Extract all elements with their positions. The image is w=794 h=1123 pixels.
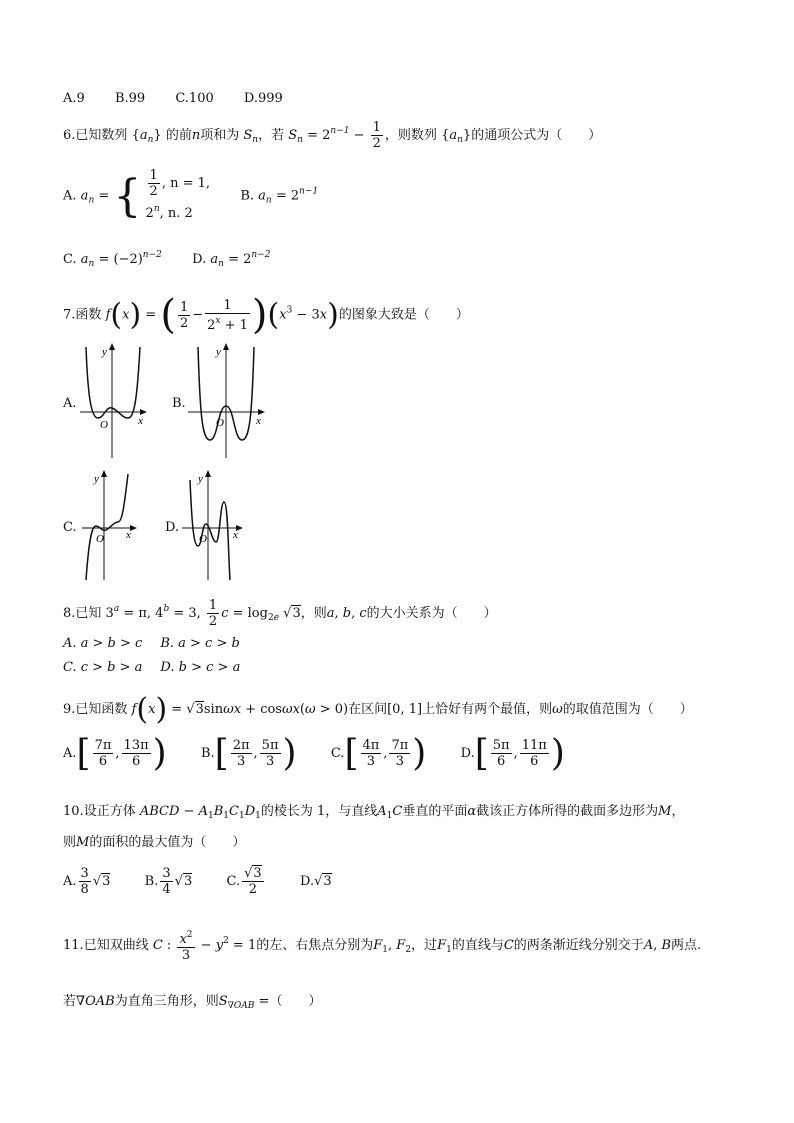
- q6-options-row2: C. $a_n = (-2)^{n-2}$ D. $a_n = 2^{n-2}$: [63, 250, 271, 269]
- q5-options: [63, 91, 283, 106]
- q8-stem: 8.已知 $3^a = \pi$, $4^b = 3$, $\frac{1}{2}$ $c = \log_{2e} √3$，则a, b, c的大小关系为（ ）: [63, 598, 497, 629]
- q11-stem-line2: 若∇OAB为直角三角形，则$S_{\nabla OAB}$ =（ ）: [63, 994, 322, 1011]
- q8-options-row1: A. a > b > c B. a > c > b: [63, 636, 240, 651]
- q6-stem: 6.已知数列 $\{a_n\}$ 的前n项和为 $S_n$，若 $S_n = 2^{n-1}$ − $\frac{1}{2}$ ，则数列 $\{a_n\}$的通项公式为（ ）: [63, 120, 602, 151]
- q10-stem-line2: 则M的面积的最大值为（ ）: [63, 835, 246, 850]
- q7-label-b: B.: [172, 396, 186, 411]
- q7-label-a: A.: [63, 396, 77, 411]
- q5-option-c: C.100: [175, 91, 214, 106]
- q7-graph-b: [186, 342, 266, 460]
- q6-options-row1: A. $a_n$ = { $\frac{1}{2}$ , n = 1, 2$^n$, n. 2 B. $a_n = 2^{n-1}$: [63, 168, 319, 222]
- svg-text:x: x: [126, 529, 131, 541]
- svg-text:x: x: [138, 415, 143, 427]
- q7-graph-a: [78, 342, 148, 460]
- svg-text:x: x: [233, 529, 238, 541]
- svg-text:y: y: [94, 473, 99, 485]
- svg-text:O: O: [199, 533, 207, 545]
- q7-graph-c: [80, 468, 140, 582]
- q9-options: A.[ $\frac{7\pi}{6}$ , $\frac{13\pi}{6}$ ) B.[ $\frac{2\pi}{3}$ , $\frac{5\pi}{3}$ ) C.[ $\frac{4\pi}{3}$ , $\frac{7\pi}{3}$ ) D.[ $\frac{5\pi}{6}$ , $\frac{11\pi}{6}$ ): [63, 733, 565, 774]
- svg-text:x: x: [256, 415, 261, 427]
- svg-text:y: y: [102, 346, 107, 358]
- q7-stem: 7.函数 f(x) = ( $\frac{1}{2}$ − $\frac{1}{2^x + 1}$ )$(x^3 - 3x)$的图象大致是（ ）: [63, 292, 469, 338]
- q10-stem-line1: 10.设正方体 ABCD − $A_1B_1C_1D_1$的棱长为 1，与直线$A_1C$垂直的平面α截该正方体所得的截面多边形为M，: [63, 804, 685, 821]
- svg-text:y: y: [216, 346, 221, 358]
- q11-stem-line1: 11.已知双曲线 C : $\frac{x^2}{3}$ − $y^2 = 1$的左、右焦点分别为$F_1$, $F_2$，过$F_1$的直线与C的两条渐近线分别交于A, B两点.: [63, 930, 702, 963]
- q7-graph-d: [180, 468, 246, 582]
- q8-options-row2: C. c > b > a D. b > c > a: [63, 660, 241, 675]
- svg-text:O: O: [216, 417, 224, 429]
- q5-option-b: B.99: [114, 91, 146, 106]
- q9-stem: 9.已知函数 f(x) = √3sinωx + cosωx(ω > 0)在区间[0, 1]上恰好有两个最值，则ω的取值范围为（ ）: [63, 692, 693, 727]
- q5-option-a: A.9: [63, 91, 85, 106]
- q7-label-c: C.: [63, 520, 77, 535]
- svg-text:y: y: [198, 473, 203, 485]
- q5-option-d: D.999: [243, 91, 283, 106]
- svg-text:O: O: [96, 533, 104, 545]
- svg-text:O: O: [100, 419, 108, 431]
- q10-options: A. $\frac{3}{8}$ √3 B. $\frac{3}{4}$ √3 C. $\frac{√3}{2}$ D.√3: [63, 866, 332, 897]
- q7-label-d: D.: [165, 520, 180, 535]
